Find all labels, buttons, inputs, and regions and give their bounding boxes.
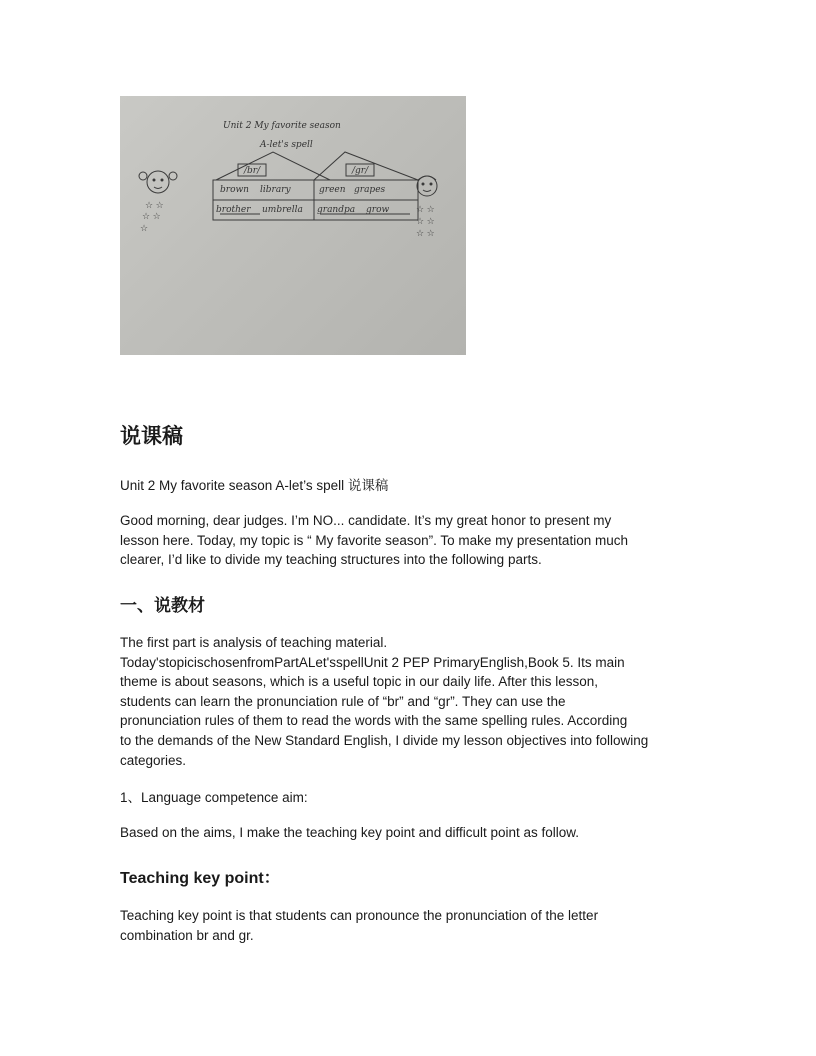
star-marks-right xyxy=(416,204,435,238)
photo-word-brown: brown xyxy=(220,185,249,195)
photo-word-library: library xyxy=(260,185,291,195)
materials-line: students can learn the pronunciation rule of “br” and “gr”. They can use the xyxy=(120,693,566,709)
intro-line: Good morning, dear judges. I’m NO... candidate. It’s my great honor to present my xyxy=(120,513,612,528)
photo-word-umbrella: umbrella xyxy=(262,205,303,215)
section-heading-materials: 一、说教材 xyxy=(120,596,205,616)
photo-word-brother: brother xyxy=(216,205,251,215)
svg-text:☆ ☆: ☆ ☆ xyxy=(416,228,435,238)
star-marks-left xyxy=(140,200,164,233)
intro-line: lesson here. Today, my topic is “ My favorite season”. To make my presentation much xyxy=(120,532,628,548)
materials-line: Today'stopicischosenfromPartALet'sspellUnit 2 PEP PrimaryEnglish,Book 5. Its main xyxy=(120,654,625,670)
handwritten-sketch xyxy=(120,96,466,355)
photo-word-grapes: grapes xyxy=(354,185,386,195)
key-point-intro: Based on the aims, I make the teaching key point and difficult point as follow. xyxy=(120,825,580,840)
materials-paragraph xyxy=(120,633,700,770)
language-aim-item: 1、Language competence aim: xyxy=(120,790,308,805)
section-heading-key-point: Teaching key point： xyxy=(120,870,280,887)
svg-text:☆ ☆: ☆ ☆ xyxy=(145,200,164,210)
subtitle: Unit 2 My favorite season A-let’s spell 说课稿 xyxy=(120,478,389,493)
materials-line: The first part is analysis of teaching material. xyxy=(120,635,388,650)
photo-word-grandpa: grandpa xyxy=(317,205,356,215)
girl-face-drawing xyxy=(139,171,177,193)
intro-paragraph xyxy=(120,511,700,570)
key-point-paragraph xyxy=(120,906,700,945)
materials-line: categories. xyxy=(120,752,187,768)
materials-line: pronunciation rules of them to read the words with the same spelling rules. According xyxy=(120,713,628,729)
key-point-line: Teaching key point is that students can pronounce the pronunciation of the letter xyxy=(120,908,599,923)
photo-left-label: /br/ xyxy=(244,166,261,176)
photo-title-line2: A-let's spell xyxy=(260,140,313,150)
materials-line: theme is about seasons, which is a useful topic in our daily life. After this lesson, xyxy=(120,674,598,690)
intro-line: clearer, I’d like to divide my teaching structures into the following parts. xyxy=(120,552,542,568)
materials-line: to the demands of the New Standard English, I divide my lesson objectives into following xyxy=(120,732,649,748)
photo-title-line1: Unit 2 My favorite season xyxy=(223,121,341,131)
page-title: 说课稿 xyxy=(120,424,183,448)
key-point-line: combination br and gr. xyxy=(120,927,254,943)
photo-word-grow: grow xyxy=(366,205,390,215)
svg-text:☆ ☆: ☆ ☆ xyxy=(416,204,435,214)
photo-right-label: /gr/ xyxy=(352,166,369,176)
svg-text:☆ ☆: ☆ ☆ xyxy=(142,211,161,221)
svg-text:☆ ☆: ☆ ☆ xyxy=(416,216,435,226)
svg-text:☆: ☆ xyxy=(140,223,149,233)
blackboard-design-photo xyxy=(120,96,466,355)
photo-word-green: green xyxy=(319,185,346,195)
boy-face-drawing xyxy=(417,176,437,196)
